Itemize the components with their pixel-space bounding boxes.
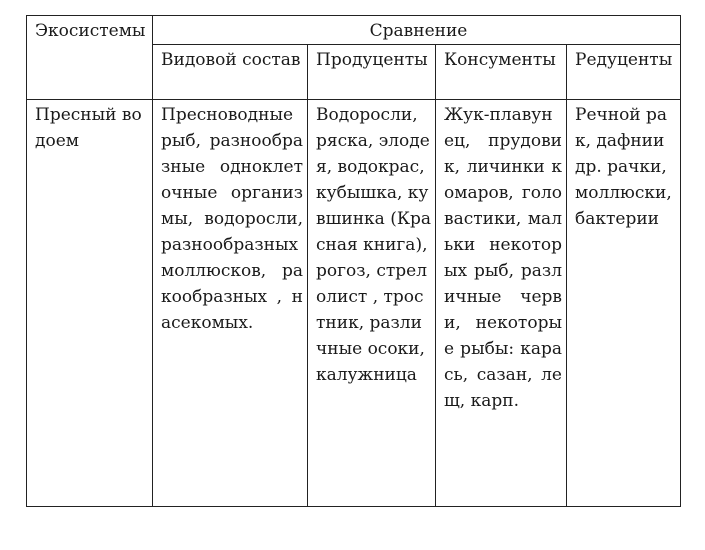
header-row: [27, 16, 681, 45]
cell-decomposers: Речной рак, дафнии др. рачки, моллюски, бактерии: [567, 100, 681, 507]
ecosystem-comparison-table: [26, 15, 681, 507]
cell-consumers: Жук-плавунец, прудовик, личинки комаров, головастики, мальки некоторых рыб, различные черви, некоторые рыбы: карась, сазан, лещ, карп.: [436, 100, 567, 507]
subheader-consumers: Консументы: [436, 45, 567, 100]
cell-ecosystem: Пресный водоем: [27, 100, 153, 507]
table-row: [27, 100, 681, 507]
header-ecosystem: Экосистемы: [27, 16, 153, 100]
subheader-species: Видовой состав: [153, 45, 308, 100]
cell-species: Пресноводные рыб, разнообразные одноклеточные организмы, водоросли, разнообразных моллюсков, ракообразных , насекомых.: [153, 100, 308, 507]
subheader-decomposers: Редуценты: [567, 45, 681, 100]
cell-producers: Водоросли, ряска, элодея, водокрас, кубышка, кувшинка (Красная книга), рогоз, стрелолист , тростник, различные осоки, калужница: [308, 100, 436, 507]
header-comparison: Сравнение: [153, 16, 681, 45]
subheader-producers: Продуценты: [308, 45, 436, 100]
